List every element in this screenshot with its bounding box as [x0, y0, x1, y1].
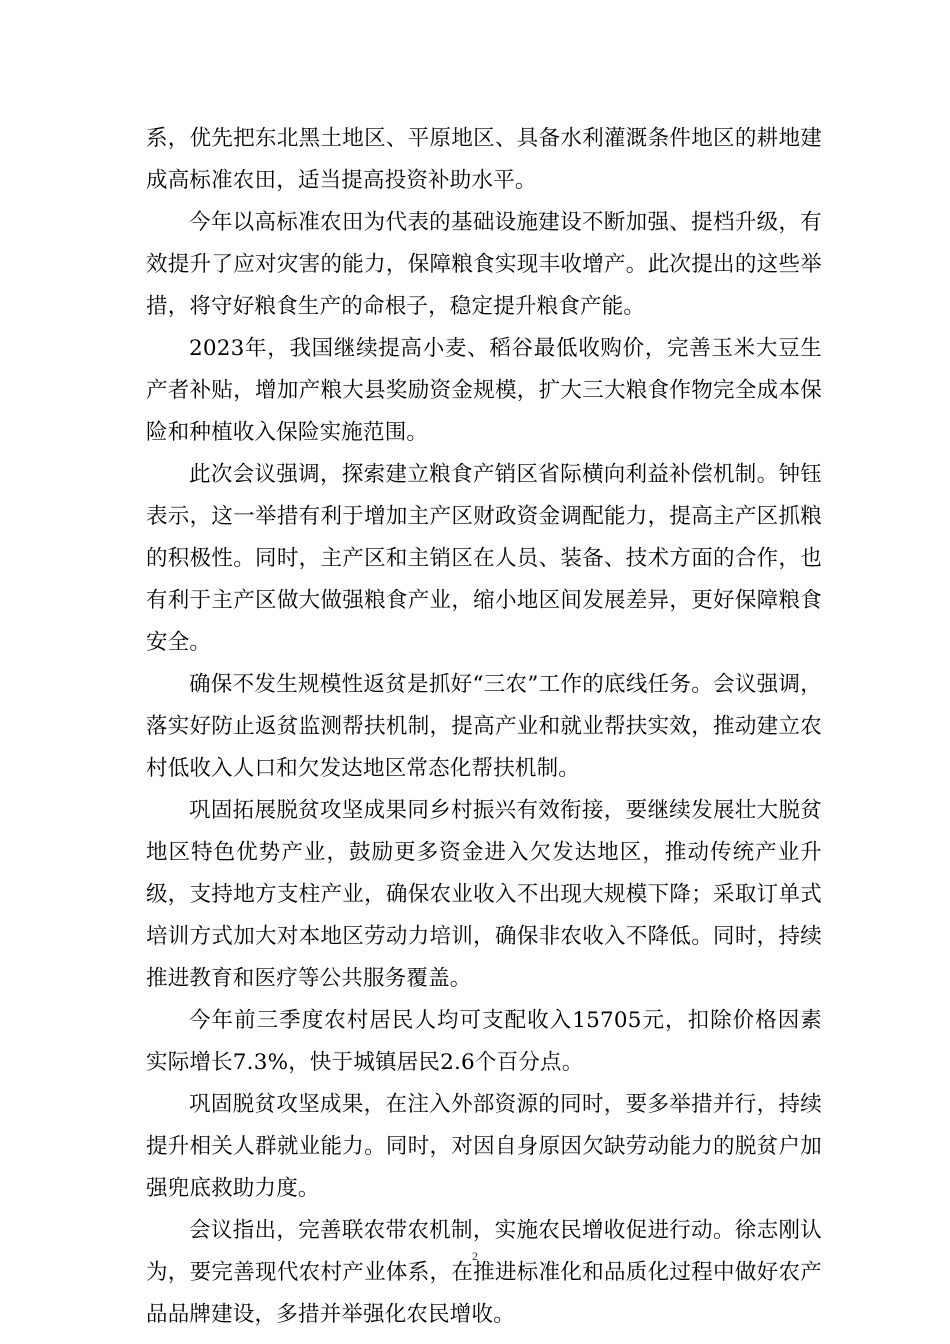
document-body — [146, 118, 822, 1336]
paragraph-6: 巩固拓展脱贫攻坚成果同乡村振兴有效衔接，要继续发展壮大脱贫地区特色优势产业，鼓励更多资金进入欠发达地区，推动传统产业升级，支持地方支柱产业，确保农业收入不出现大规模下降；采取订单式培训方式加大对本地区劳动力培训，确保非农收入不降低。同时，持续推进教育和医疗等公共服务覆盖。 — [146, 798, 822, 991]
paragraph-8: 巩固脱贫攻坚成果，在注入外部资源的同时，要多举措并行，持续提升相关人群就业能力。同时，对因自身原因欠缺劳动能力的脱贫户加强兜底救助力度。 — [146, 1092, 822, 1201]
page-number: 2 — [472, 1249, 478, 1263]
paragraph-1: 系，优先把东北黑土地区、平原地区、具备水利灌溉条件地区的耕地建成高标准农田，适当提高投资补助水平。 — [146, 126, 822, 193]
paragraph-9: 会议指出，完善联农带农机制，实施农民增收促进行动。徐志刚认为，要完善现代农村产业体系，在推进标准化和品质化过程中做好农产品品牌建设，多措并举强化农民增收。 — [146, 1218, 822, 1327]
paragraph-5: 确保不发生规模性返贫是抓好“三农”工作的底线任务。会议强调，落实好防止返贫监测帮扶机制，提高产业和就业帮扶实效，推动建立农村低收入人口和欠发达地区常态化帮扶机制。 — [146, 672, 822, 781]
paragraph-7: 今年前三季度农村居民人均可支配收入15705元，扣除价格因素实际增长7.3%，快于城镇居民2.6个百分点。 — [146, 1008, 822, 1075]
paragraph-2: 今年以高标准农田为代表的基础设施建设不断加强、提档升级，有效提升了应对灾害的能力，保障粮食实现丰收增产。此次提出的这些举措，将守好粮食生产的命根子，稳定提升粮食产能。 — [146, 210, 822, 319]
paragraph-4: 此次会议强调，探索建立粮食产销区省际横向利益补偿机制。钟钰表示，这一举措有利于增加主产区财政资金调配能力，提高主产区抓粮的积极性。同时，主产区和主销区在人员、装备、技术方面的合作，也有利于主产区做大做强粮食产业，缩小地区间发展差异，更好保障粮食安全。 — [146, 462, 822, 655]
paragraph-3: 2023年，我国继续提高小麦、稻谷最低收购价，完善玉米大豆生产者补贴，增加产粮大县奖励资金规模，扩大三大粮食作物完全成本保险和种植收入保险实施范围。 — [146, 336, 822, 445]
